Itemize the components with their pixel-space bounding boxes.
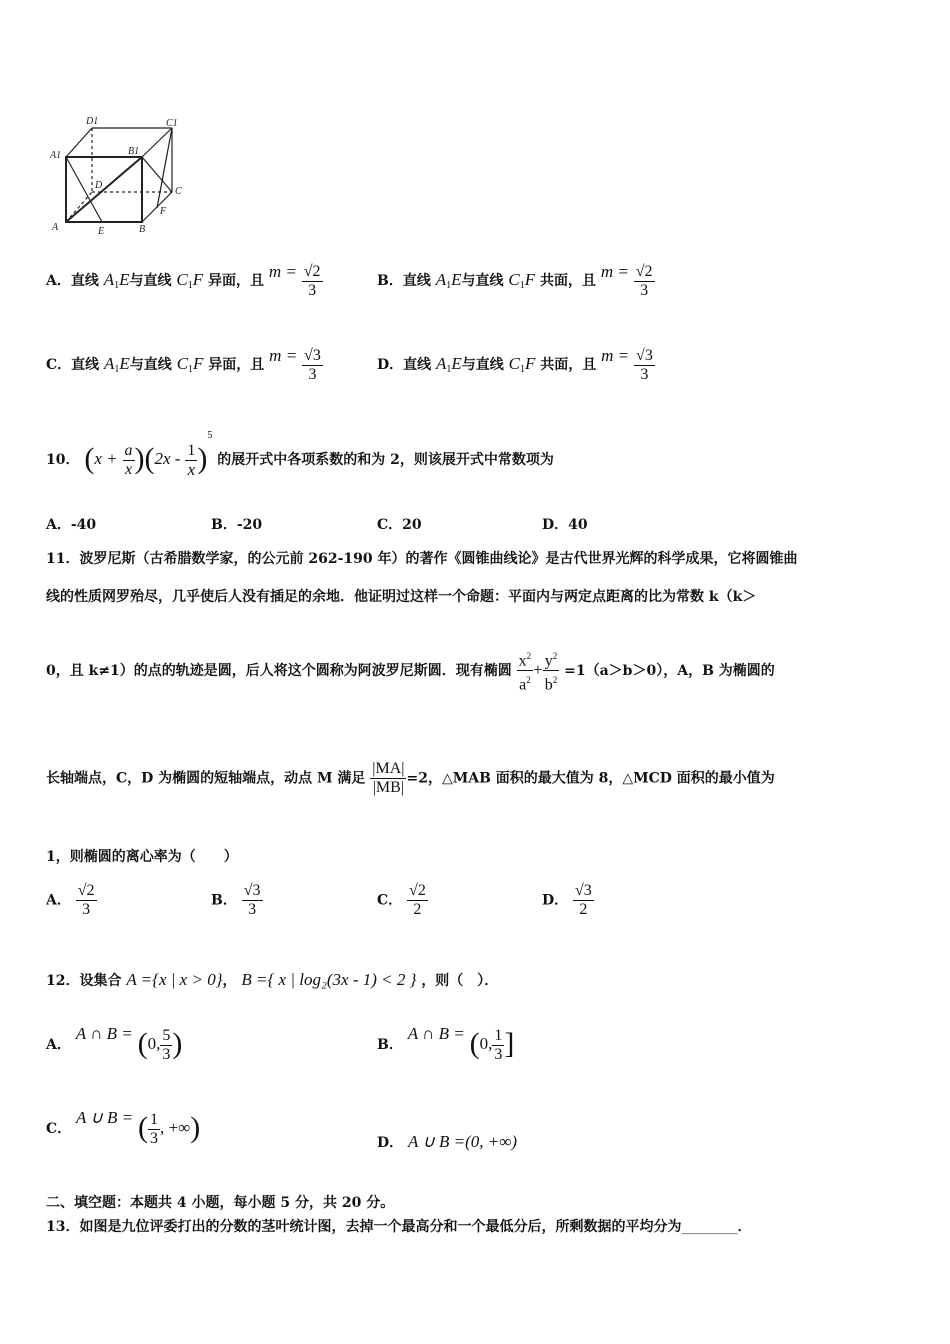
q11-line2: 线的性质网罗殆尽，几乎使后人没有插足的余地．他证明过这样一个命题：平面内与两定点距离的比为常数 k（k＞ [46, 589, 757, 605]
q12-option-d[interactable]: D． A ∪ B =(0, +∞) [377, 1132, 518, 1151]
cube-figure [44, 112, 194, 240]
q12-option-c[interactable]: C． A ∪ B = ( $\frac{1}{3}$ , +∞) [46, 1108, 201, 1147]
label-F: F [160, 206, 167, 217]
q12-stem: 12．设集合 A ={x | x > 0}， B ={ x | log₂(3x - 1) < 2 } ，则（ ）． [46, 970, 499, 989]
q9-option-a[interactable]: A．直线 $A_1E$与直线 $C_1F$ 异面，且 m = $\frac{√2}{3}$ [46, 262, 321, 299]
section-heading: 二、填空题：本题共 4 小题，每小题 5 分，共 20 分。 [46, 1195, 395, 1211]
label-E: E [98, 226, 105, 237]
q11-option-a[interactable]: A． $\frac{√2}{3}$ [46, 882, 95, 918]
q11-option-d[interactable]: D． $\frac{√3}{2}$ [542, 882, 592, 918]
q11-option-c[interactable]: C． $\frac{√2}{2}$ [377, 882, 426, 918]
q10-stem: 10． (x + $\frac{a}{x}$ )(2x - $\frac{1}{x}$ )$^5$ 的展开式中各项系数的和为 2，则该展开式中常数项为 [46, 430, 554, 479]
label-D: D [95, 180, 103, 191]
q11-line3: 0，且 k≠1）的点的轨迹是圆，后人将这个圆称为阿波罗尼斯圆．现有椭圆 $\frac{x^2}{a^2}$ + $\frac{y^2}{b^2}$ =1（a＞b＞0），A，B 为椭圆的 [46, 647, 775, 695]
answer-blank[interactable]: ________ [681, 1219, 738, 1235]
q9-option-d[interactable]: D．直线 $A_1E$与直线 $C_1F$ 共面，且 m = $\frac{√3}{3}$ [377, 346, 653, 383]
q11-line1: 11．波罗尼斯（古希腊数学家，的公元前 262-190 年）的著作《圆锥曲线论》是古代世界光辉的科学成果，它将圆锥曲 [46, 551, 798, 567]
q10-option-d[interactable]: D．40 [542, 517, 588, 533]
label-C: C [175, 186, 182, 197]
q11-line4: 长轴端点，C，D 为椭圆的短轴端点，动点 M 满足 $\frac{|MA|}{|MB|}$ =2，△MAB 面积的最大值为 8，△MCD 面积的最小值为 [46, 760, 775, 796]
q9-option-c[interactable]: C．直线 $A_1E$与直线 $C_1F$ 异面，且 m = $\frac{√3}{3}$ [46, 346, 321, 383]
label-A1: A1 [50, 150, 62, 161]
q9-option-b[interactable]: B．直线 $A_1E$与直线 $C_1F$ 共面，且 m = $\frac{√2}{3}$ [377, 262, 653, 299]
label-B: B [139, 224, 146, 235]
label-A: A [52, 222, 59, 233]
q10-option-a[interactable]: A．-40 [46, 517, 97, 533]
label-D1: D1 [86, 116, 99, 127]
q11-option-b[interactable]: B． $\frac{√3}{3}$ [211, 882, 261, 918]
q11-line5: 1，则椭圆的离心率为（ ） [46, 849, 238, 865]
q10-option-c[interactable]: C．20 [377, 517, 422, 533]
q13-stem: 13．如图是九位评委打出的分数的茎叶统计图，去掉一个最高分和一个最低分后，所剩数据的平均分为________． [46, 1219, 752, 1235]
label-B1: B1 [128, 146, 140, 157]
label-C1: C1 [166, 118, 178, 129]
q12-option-a[interactable]: A． A ∩ B = (0, $\frac{5}{3}$ ) [46, 1024, 183, 1063]
q12-option-b[interactable]: B． A ∩ B = (0, $\frac{1}{3}$ ] [377, 1024, 515, 1063]
q10-option-b[interactable]: B．-20 [211, 517, 263, 533]
